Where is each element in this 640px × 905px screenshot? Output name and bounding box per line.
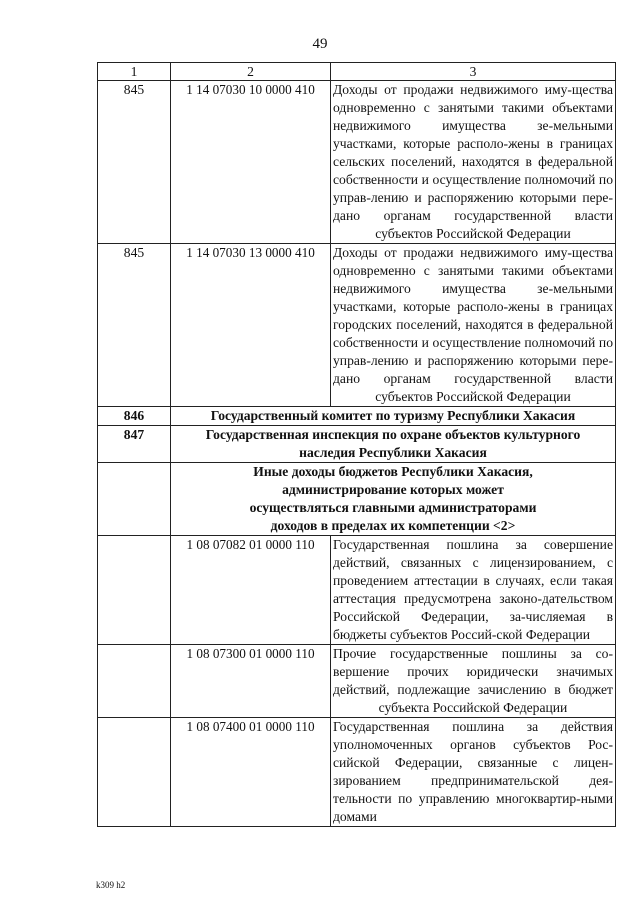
- table-row: [98, 645, 616, 718]
- revenue-description-cell: Доходы от продажи недвижимого иму-щества одновременно с занятыми такими объектами недвижимого имущества зе-мельными участками, которые располо-жены в границах сельских поселений, находятся в федеральной собственности и осуществление полномочий по управ-лению и распоряжению которыми пере-дано органам государственной власти субъектов Российской Федерации: [331, 81, 616, 244]
- revenue-description-cell: Доходы от продажи недвижимого иму-щества одновременно с занятыми такими объектами недвижимого имущества зе-мельными участками, которые располо-жены в границах городских поселений, находятся в федеральной собственности и осуществление полномочий по управ-лению и распоряжению которыми пере-дано органам государственной власти субъектов Российской Федерации: [331, 244, 616, 407]
- admin-code-cell: [98, 463, 171, 536]
- admin-code-cell: 845: [98, 81, 171, 244]
- revenue-code-cell: 1 14 07030 10 0000 410: [171, 81, 331, 244]
- revenue-code-cell: 1 14 07030 13 0000 410: [171, 244, 331, 407]
- section-row: [98, 426, 616, 463]
- header-col-3: 3: [331, 63, 616, 81]
- revenue-code-cell: 1 08 07300 01 0000 110: [171, 645, 331, 718]
- revenue-description-cell: Прочие государственные пошлины за со-вершение прочих юридически значимых действий, подлежащие зачислению в бюджет субъекта Российской Федерации: [331, 645, 616, 718]
- revenue-code-cell: 1 08 07082 01 0000 110: [171, 536, 331, 645]
- page-number: 49: [312, 36, 328, 52]
- section-title-cell: Государственный комитет по туризму Республики Хакасия: [171, 407, 616, 426]
- admin-code-cell: [98, 645, 171, 718]
- admin-code-cell: [98, 718, 171, 827]
- section-row: [98, 407, 616, 426]
- revenue-description-cell: Государственная пошлина за действия уполномоченных органов субъектов Рос-сийской Федерации, связанные с лицен-зированием предпринимательской дея-тельности по управлению многоквартир-ными домами: [331, 718, 616, 827]
- section-row: [98, 463, 616, 536]
- admin-code-cell: [98, 536, 171, 645]
- section-title-cell: Государственная инспекция по охране объектов культурного наследия Республики Хакасия: [171, 426, 616, 463]
- page-footer-code: k309 h2: [96, 880, 126, 890]
- table-header-row: [98, 63, 616, 81]
- header-col-2: 2: [171, 63, 331, 81]
- header-col-1: 1: [98, 63, 171, 81]
- admin-code-cell: 847: [98, 426, 171, 463]
- revenue-code-table: [97, 62, 616, 827]
- table-row: [98, 81, 616, 244]
- admin-code-cell: 846: [98, 407, 171, 426]
- table-row: [98, 718, 616, 827]
- table-row: [98, 244, 616, 407]
- revenue-code-cell: 1 08 07400 01 0000 110: [171, 718, 331, 827]
- revenue-description-cell: Государственная пошлина за совершение действий, связанных с лицензированием, с проведением аттестации в случаях, если такая аттестация предусмотрена законо-дательством Российской Федерации, за-числяемая в бюджеты субъектов Россий-ской Федерации: [331, 536, 616, 645]
- section-title-cell: Иные доходы бюджетов Республики Хакасия, администрирование которых может осуществляться главными администраторами доходов в пределах их компетенции <2>: [171, 463, 616, 536]
- admin-code-cell: 845: [98, 244, 171, 407]
- table-row: [98, 536, 616, 645]
